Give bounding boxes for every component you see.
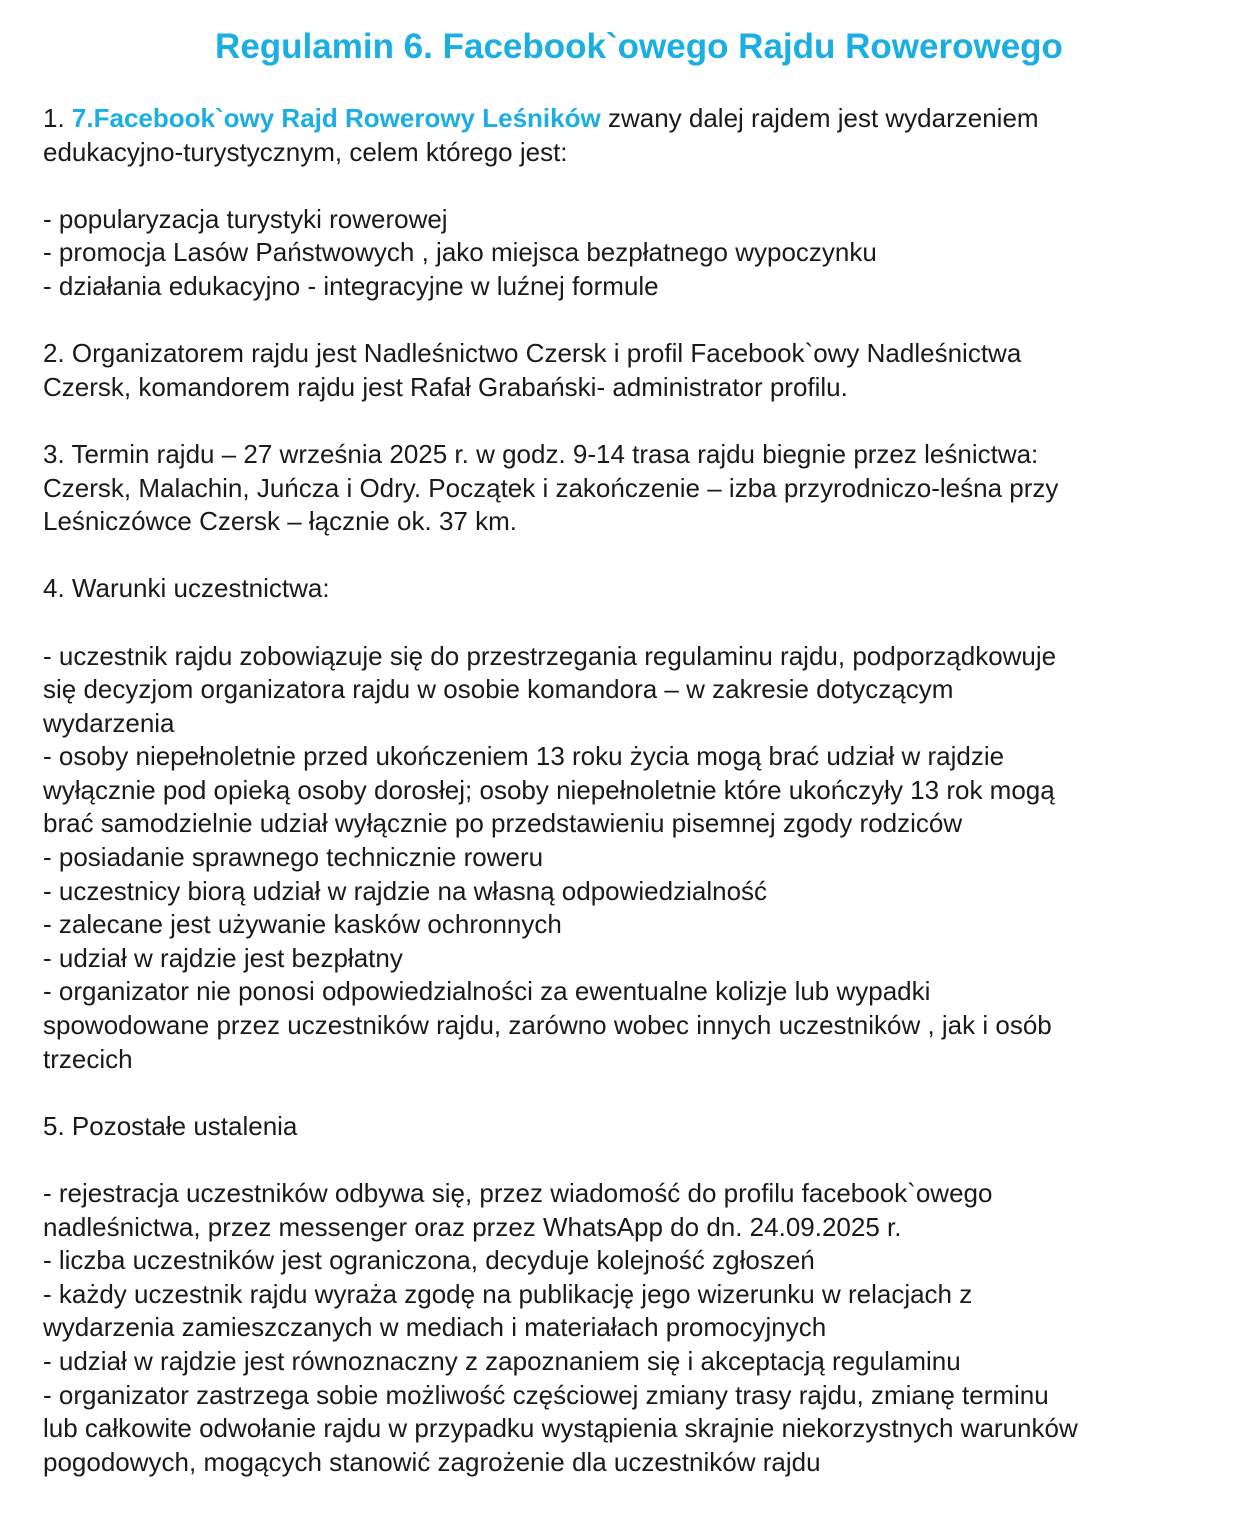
list-item: - osoby niepełnoletnie przed ukończeniem 13 roku życia mogą brać udział w rajdzie bbox=[43, 741, 1005, 772]
list-item: wyłącznie pod opieką osoby dorosłej; osoby niepełnoletnie które ukończyły 13 rok mogą bbox=[43, 774, 1055, 805]
document-title: Regulamin 6. Facebook`owego Rajdu Rowerowego bbox=[215, 27, 1063, 66]
section-1-line-1 bbox=[43, 102, 1205, 136]
section-3 bbox=[43, 438, 1205, 539]
paragraph-line: 2. Organizatorem rajdu jest Nadleśnictwo Czersk i profil Facebook`owy Nadleśnictwa bbox=[43, 338, 1022, 369]
section-5-heading: 5. Pozostałe ustalenia bbox=[43, 1110, 298, 1141]
list-item: - promocja Lasów Państwowych , jako miejsca bezpłatnego wypoczynku bbox=[43, 237, 877, 268]
list-item: wydarzenia bbox=[43, 707, 175, 738]
section-5 bbox=[43, 1110, 1205, 1480]
paragraph-line: Czersk, Malachin, Juńcza i Odry. Początek i zakończenie – izba przyrodniczo-leśna przy bbox=[43, 472, 1059, 503]
list-item: brać samodzielnie udział wyłącznie po przedstawieniu pisemnej zgody rodziców bbox=[43, 808, 963, 839]
list-item: nadleśnictwa, przez messenger oraz przez WhatsApp do dn. 24.09.2025 r. bbox=[43, 1211, 902, 1242]
list-item: się decyzjom organizatora rajdu w osobie komandora – w zakresie dotyczącym bbox=[43, 674, 954, 705]
list-item: - zalecane jest używanie kasków ochronnych bbox=[43, 909, 562, 940]
document-body bbox=[43, 102, 1205, 1479]
paragraph-line: Czersk, komandorem rajdu jest Rafał Grabański- administrator profilu. bbox=[43, 371, 848, 402]
list-item: trzecich bbox=[43, 1043, 133, 1074]
list-item: - udział w rajdzie jest bezpłatny bbox=[43, 942, 403, 973]
list-item: - posiadanie sprawnego technicznie roweru bbox=[43, 842, 544, 873]
list-item: lub całkowite odwołanie rajdu w przypadku wystąpienia skrajnie niekorzystnych warunków bbox=[43, 1413, 1078, 1444]
list-item: pogodowych, mogących stanowić zagrożenie dla uczestników rajdu bbox=[43, 1446, 821, 1477]
list-item: - liczba uczestników jest ograniczona, decyduje kolejność zgłoszeń bbox=[43, 1245, 815, 1276]
list-item: - uczestnik rajdu zobowiązuje się do przestrzegania regulaminu rajdu, podporządkowuje bbox=[43, 640, 1057, 671]
section-4-heading: 4. Warunki uczestnictwa: bbox=[43, 573, 330, 604]
event-name-highlight: 7.Facebook`owy Rajd Rowerowy Leśników bbox=[71, 103, 601, 133]
list-item: - uczestnicy biorą udział w rajdzie na własną odpowiedzialność bbox=[43, 875, 768, 906]
section-1-line-1-rest: zwany dalej rajdem jest wydarzeniem bbox=[607, 103, 1039, 133]
list-item: - popularyzacja turystyki rowerowej bbox=[43, 203, 448, 234]
paragraph-line: 3. Termin rajdu – 27 września 2025 r. w godz. 9-14 trasa rajdu biegnie przez leśnictwa: bbox=[43, 438, 1039, 469]
paragraph-line: Leśniczówce Czersk – łącznie ok. 37 km. bbox=[43, 506, 517, 537]
section-4 bbox=[43, 572, 1205, 1076]
section-1-line-2: edukacyjno-turystycznym, celem którego jest: bbox=[43, 136, 568, 167]
list-item: spowodowane przez uczestników rajdu, zarówno wobec innych uczestników , jak i osób bbox=[43, 1010, 1052, 1041]
list-item: wydarzenia zamieszczanych w mediach i materiałach promocyjnych bbox=[43, 1312, 827, 1343]
section-1 bbox=[43, 102, 1205, 304]
list-item: - organizator zastrzega sobie możliwość częściowej zmiany trasy rajdu, zmianę terminu bbox=[43, 1379, 1049, 1410]
section-2 bbox=[43, 337, 1205, 404]
list-item: - udział w rajdzie jest równoznaczny z zapoznaniem się i akceptacją regulaminu bbox=[43, 1345, 961, 1376]
list-item: - każdy uczestnik rajdu wyraża zgodę na publikację jego wizerunku w relacjach z bbox=[43, 1278, 973, 1309]
list-item: - organizator nie ponosi odpowiedzialności za ewentualne kolizje lub wypadki bbox=[43, 976, 931, 1007]
list-item: - działania edukacyjno - integracyjne w luźnej formule bbox=[43, 270, 659, 301]
section-1-number: 1. bbox=[43, 103, 65, 133]
list-item: - rejestracja uczestników odbywa się, przez wiadomość do profilu facebook`owego bbox=[43, 1178, 993, 1208]
